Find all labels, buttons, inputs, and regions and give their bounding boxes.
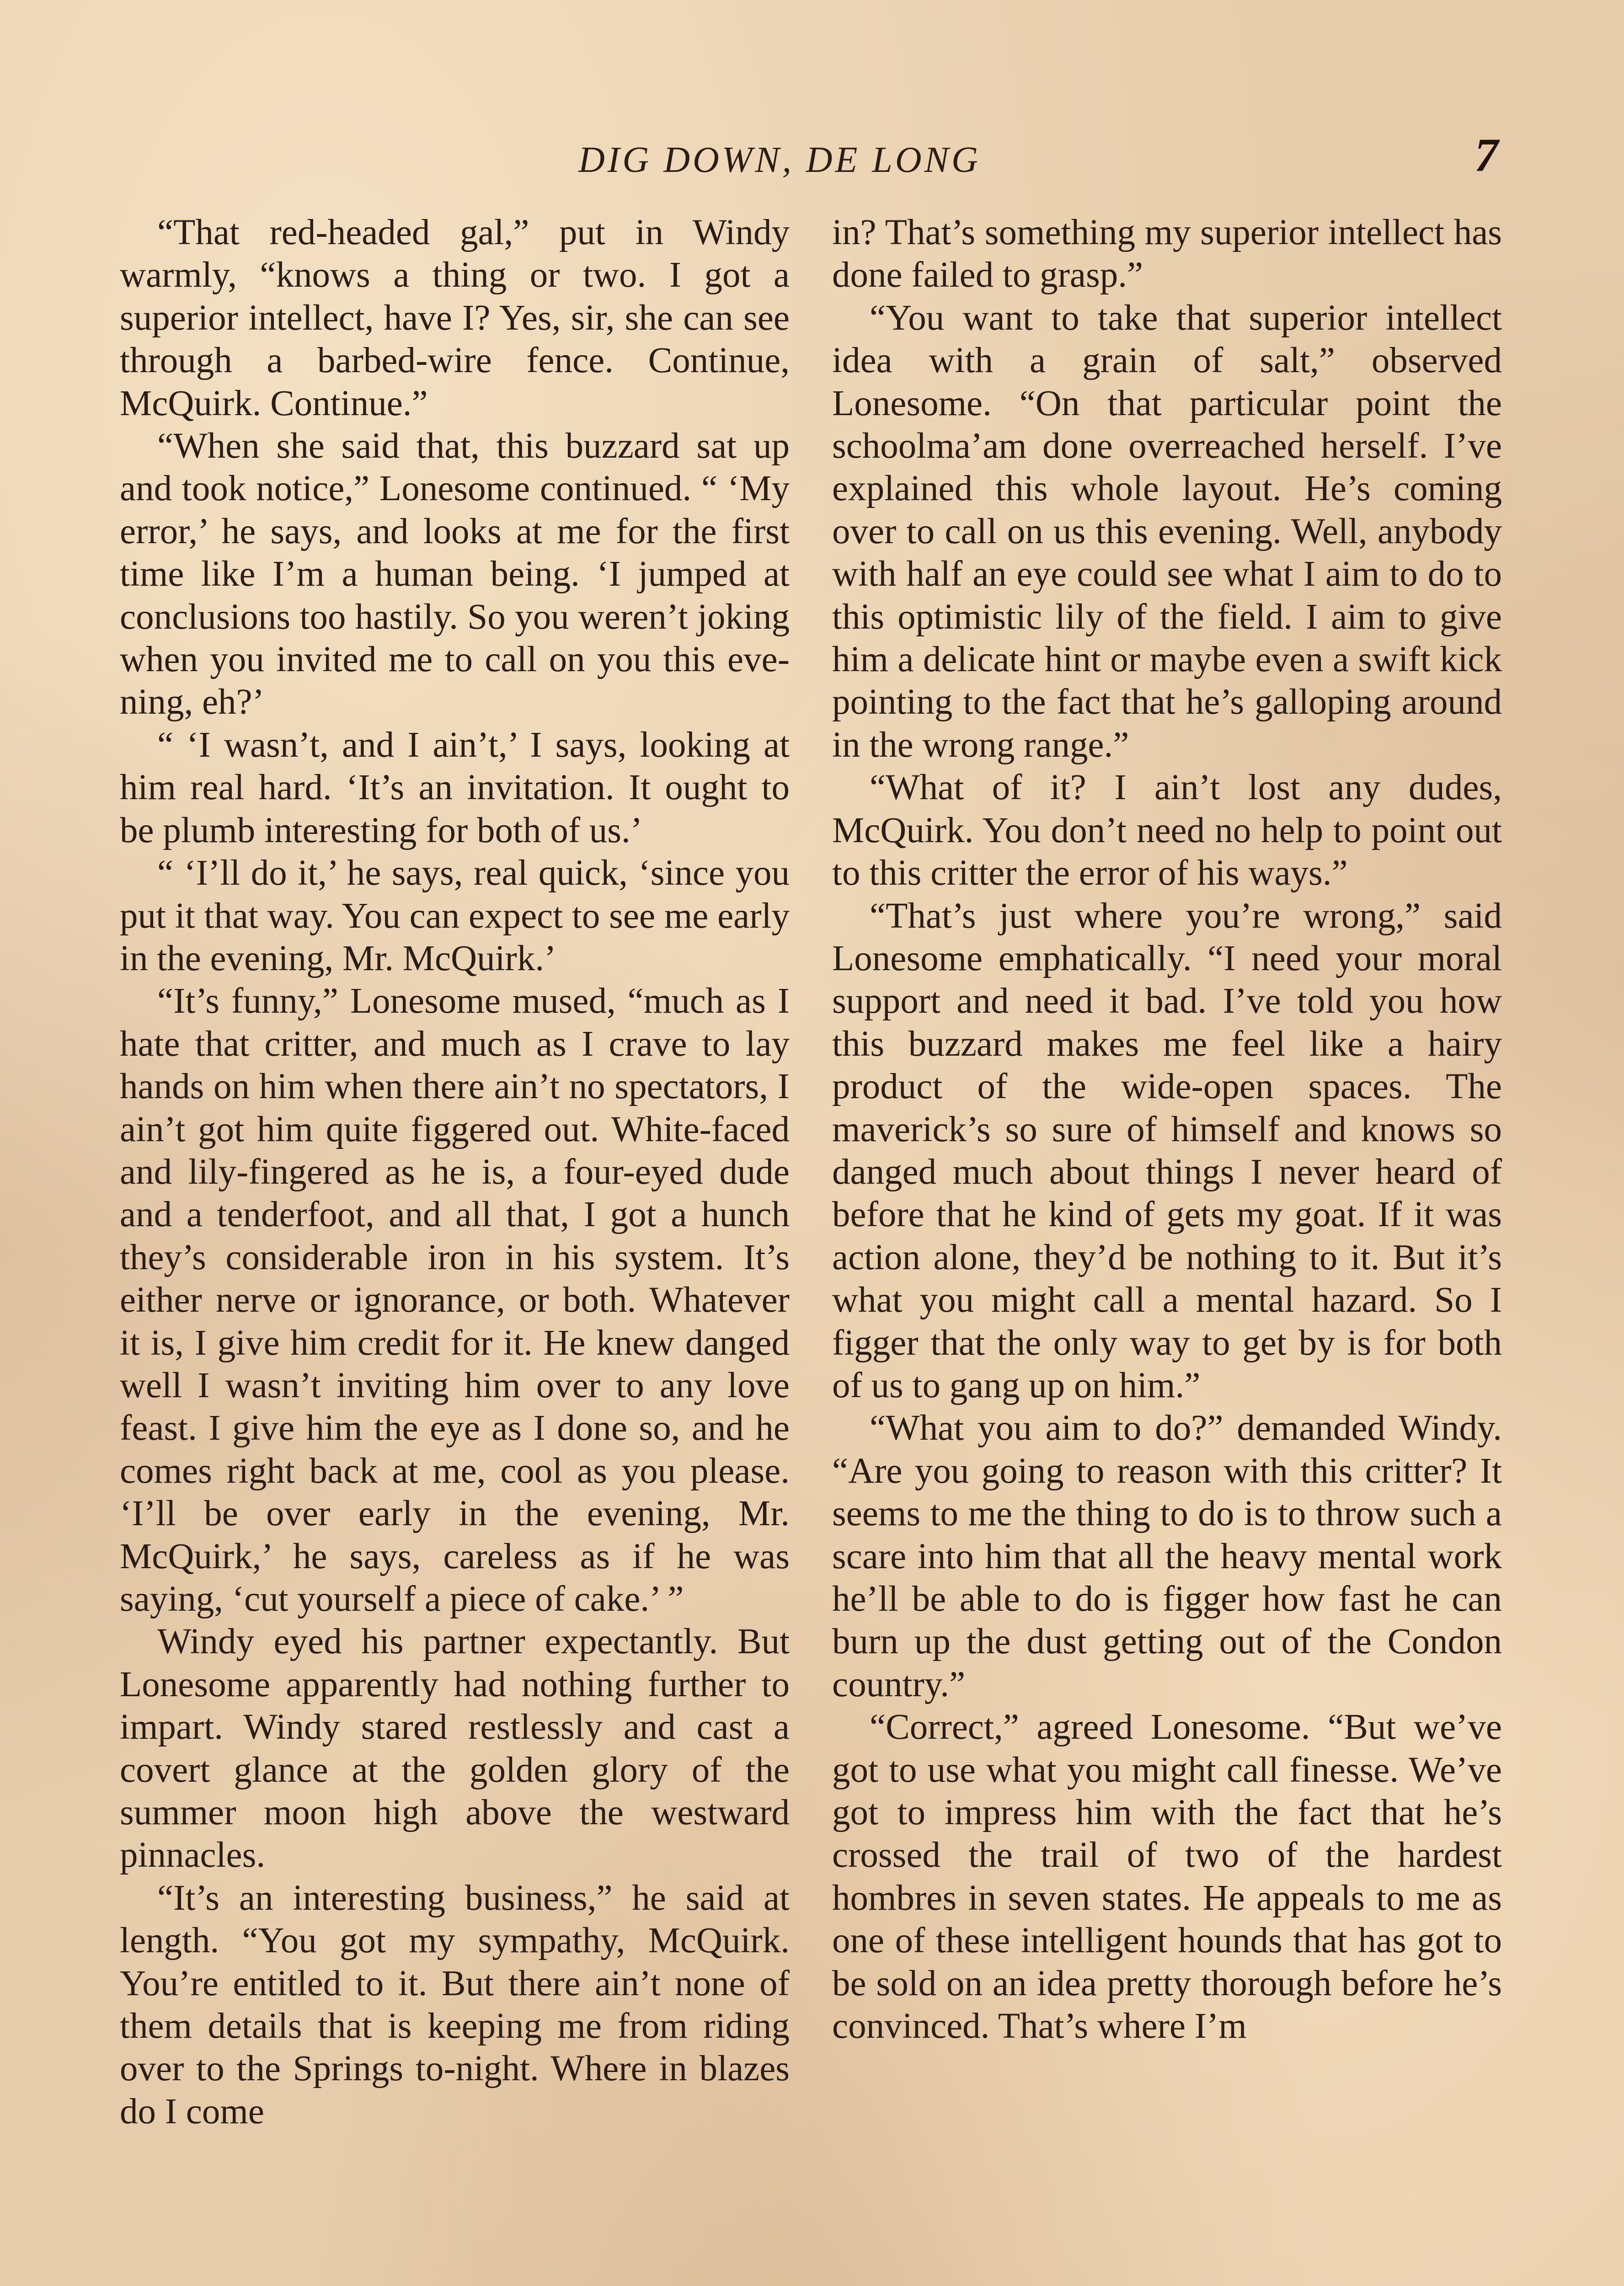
paragraph: “That’s just where you’re wrong,” said Lonesome emphatically. “I need your moral support and need it bad. I’ve told you how this buzzard makes me feel like a hairy product of the wide-open spaces. The maverick’s so sure of himself and knows so danged much about things I never heard of before that he kind of gets my goat. If it was action alone, they’d be nothing to it. But it’s what you might call a mental hazard. So I figger that the only way to get by is for both of us to gang up on him.”: [832, 896, 1502, 1405]
paragraph: “It’s an interesting business,” he said at length. “You got my sympathy, McQuirk. You’re entitled to it. But there ain’t none of them details that is keeping me from riding over to the Springs to-night. Where in blazes do I come: [120, 1878, 790, 2131]
paragraph: “ ‘I’ll do it,’ he says, real quick, ‘since you put it that way. You can expect to see me early in the evening, Mr. McQuirk.’: [120, 853, 790, 978]
left-column: [120, 211, 790, 2133]
paragraph: “Correct,” agreed Lonesome. “But we’ve got to use what you might call finesse. We’ve got to impress him with the fact that he’s crossed the trail of two of the hardest hombres in seven states. He appeals to me as one of these intelligent hounds that has got to be sold on an idea pretty thorough before he’s convinced. That’s where I’m: [832, 1707, 1502, 2046]
paragraph-continued: in? That’s something my superior intellect has done failed to grasp.”: [832, 213, 1502, 295]
right-column: [832, 211, 1502, 2047]
page-number: 7: [1474, 129, 1498, 182]
running-head: [0, 129, 1624, 187]
paragraph: “What you aim to do?” demanded Windy. “Are you going to reason with this critter? It seems to me the thing to do is to throw such a scare into him that all the heavy mental work he’ll be able to do is figger how fast he can burn up the dust getting out of the Condon country.”: [832, 1408, 1502, 1704]
paragraph: “What of it? I ain’t lost any dudes, McQuirk. You don’t need no help to point out to this critter the error of his ways.”: [832, 768, 1502, 893]
paragraph: Windy eyed his partner expectantly. But Lonesome apparently had nothing further to impart. Windy stared restlessly and cast a covert glance at the golden glory of the summer moon high above the westward pinnacles.: [120, 1622, 790, 1875]
paragraph: “You want to take that superior intellect idea with a grain of salt,” observed Lonesome. “On that particular point the schoolma’am done overreached herself. I’ve explained this whole layout. He’s coming over to call on us this evening. Well, anybody with half an eye could see what I aim to do to this optimistic lily of the field. I aim to give him a delicate hint or maybe even a swift kick pointing to the fact that he’s galloping around in the wrong range.”: [832, 298, 1502, 765]
running-title: DIG DOWN, DE LONG: [578, 140, 981, 180]
paragraph: “ ‘I wasn’t, and I ain’t,’ I says, looking at him real hard. ‘It’s an invitation. It ought to be plumb interesting for both of us.’: [120, 725, 790, 850]
paragraph: “That red-headed gal,” put in Windy warmly, “knows a thing or two. I got a superior intellect, have I? Yes, sir, she can see through a barbed-wire fence. Continue, McQuirk. Continue.”: [120, 213, 790, 423]
paragraph: “It’s funny,” Lonesome mused, “much as I hate that critter, and much as I crave to lay hands on him when there ain’t no spectators, I ain’t got him quite figgered out. White-faced and lily-fingered as he is, a four-eyed dude and a tenderfoot, and all that, I got a hunch they’s considerable iron in his system. It’s either nerve or ignorance, or both. Whatever it is, I give him credit for it. He knew danged well I wasn’t inviting him over to any love feast. I give him the eye as I done so, and he comes right back at me, cool as you please. ‘I’ll be over early in the evening, Mr. McQuirk,’ he says, careless as if he was saying, ‘cut yourself a piece of cake.’ ”: [120, 981, 790, 1619]
paragraph: “When she said that, this buzzard sat up and took notice,” Lonesome continued. “ ‘My error,’ he says, and looks at me for the first time like I’m a human being. ‘I jumped at conclusions too hastily. So you weren’t joking when you invited me to call on you this evening, eh?’: [120, 426, 790, 722]
